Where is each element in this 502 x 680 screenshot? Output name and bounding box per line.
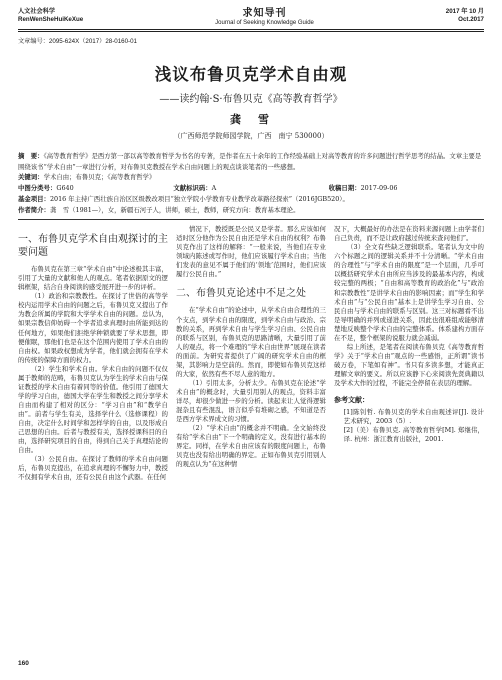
journal-name-english: Journal of Seeking Knowledge Guide	[215, 20, 314, 26]
keywords	[18, 172, 484, 183]
paragraph: （3）全文有些缺乏逻辑联系。笔者认为文中的六个标题之间的逻辑关系并不十分清晰。“学术自由的合理性”与“学术自由的限度”是一个层面，几乎可以概括研究学术自由所应当涉及的最基本内容，构成较完整的两极；“自由和高等教育的政治化”与“政治和宗教教性”是讲学术自由的影响因素；而“学生和学术自由”与“公民自由”基本上是讲学生学习自由、公民自由与学术自由的联系与区别。这三对标题看不出是导明确的并列或递进关系，因此也很难组成能够清楚地反映整个学术自由的完整体系。体系建构方面存在不足，整个框架的说服力就会减弱。	[334, 243, 484, 342]
article-number: 文章编号：2095-624X（2017）28-0160-01	[18, 37, 138, 45]
bio-label: 作者简介：	[18, 206, 50, 214]
reference-item: [2]（美）布鲁贝克. 高等教育哲学[M]. 郑继伟，译. 杭州：浙江教育出版社，2001.	[343, 426, 484, 444]
article-subtitle: ——读约翰·S·布鲁贝克《高等教育哲学》	[159, 93, 343, 105]
article-title: 浅议布鲁贝克学术自由观	[154, 65, 348, 84]
paragraph: 综上所述，是笔者在阅读布鲁贝克《高等教育哲学》关于“学术自由”观点的一些感悟，正所谓“读书破万卷，下笔如有神”。书只有多读多想，才能真正理解文章的要义。所以应该静下心来阅读先贤典籍以及学术大作的过程，不能完全停留在表层的理解。	[334, 342, 484, 387]
journal-name: 求知导刊	[242, 8, 287, 19]
section-heading-1: 一、布鲁贝克学术自由观探讨的主要问题	[18, 234, 168, 259]
column-1	[18, 225, 168, 482]
doc-code-value: A	[211, 183, 217, 192]
author-bio	[18, 205, 484, 216]
bio-text: 龚 雪（1981—），女，新疆石河子人，讲师，硕士，教师，研究方向：教育基本理论。	[49, 205, 300, 214]
section-heading-2: 二、布鲁贝克论述中不足之处	[176, 288, 306, 300]
column-2	[176, 225, 326, 482]
received-date: 2017-09-06	[360, 183, 398, 192]
paragraph: 况下，大概最好的办法是在资料来源问题上由学者们自己负责，而不是让政府越过传统来查问他们”。	[334, 225, 484, 243]
paragraph: 在“学术自由”的论述中，从学术自由合理性的三个支点，到学术自由的限度，到学术自由与政治、宗教的关系，再到学术自由与学生学习自由、公民自由的联系与区别，布鲁贝克的思路清晰，大量引用了前人的观点，将一个难理的“学术自由世界”展现在读者的面前。为研究者提供了广阔的研究学术自由的框架，其影响力是空前的。然而，即使如布鲁贝克这样的大家，依然有些不尽人意的地方。	[176, 306, 326, 378]
abstract	[18, 151, 484, 172]
body-columns	[18, 225, 484, 482]
references-heading: 参考文献：	[334, 397, 369, 405]
classification-row	[18, 183, 484, 194]
section-name: 人文社会科学	[18, 8, 56, 15]
page-number: 160	[18, 660, 29, 667]
reference-item: [1]陈钊哲. 布鲁贝克的学术自由观述评[J]. 设计艺术研究，2003（5）.	[343, 408, 484, 426]
paragraph: 情况下，教授既是公民又是学者。那么应该如何适时区分他作为公民自由还是学术自由的权利？布鲁贝克作出了这样的解释：“一般来说，当他们在专业领域内陈述或写作时，他们应该履行学术自由；当他们发表的意见不属于他们的‘领地’范围时，他们应该履行公民自由。”	[176, 225, 326, 279]
column-3	[334, 225, 484, 482]
paragraph: （3）公民自由。在探讨了教师的学术自由问题后，布鲁贝克提出，在追求真理的不懈努力中，教授不仅拥有学术自由，还有公民自由这个武器。在任何	[18, 455, 168, 482]
header-rule-thin	[18, 31, 484, 32]
abstract-text: 《高等教育哲学》是西方第一部以高等教育哲学为书名的专著，是作者在五十余年的工作经验基础上对高等教育的许多问题进行哲学思考的结晶。文章主要是围绕该书“学术自由”一章进行分析，对布鲁贝克教授在学术自由问题上的观点谈谈笔者的一些感想。	[18, 151, 482, 171]
paragraph: （1）引用太多，分析太少。布鲁贝克在论述“学术自由”的概念时，大量引用别人的观点，资料丰富详尽，却很少做进一步的分析。读起来让人觉得逻辑混杂且有些混乱，语言似乎有堆砌之感，不知道是否是西方学术界成文的习惯。	[176, 378, 326, 424]
received-label: 收稿日期：	[328, 184, 361, 192]
fund-text: 2016 年主持广西壮族自治区区级教改项目“独立学院小学教育专业教学改革路径探索”（2016JGB520）。	[49, 194, 349, 203]
issue-date: 2017 年 10 月	[445, 8, 484, 15]
header-separator	[18, 219, 484, 220]
header-center	[215, 8, 314, 27]
header-right	[446, 8, 484, 24]
abstract-label: 摘 要：	[18, 152, 44, 160]
running-header	[18, 8, 484, 27]
section-name-pinyin: RenWenSheHuiKeXue	[18, 16, 84, 23]
paragraph: （2）“学术自由”的概念并不明确。全文始终没有给“学术自由”下一个明确的定义，没有进行基本的界定。同样，在学术自由应该有的限度问题上，布鲁贝克也没有给出明确的界定。正如布鲁贝克引用别人的观点认为“在这种情	[176, 424, 326, 469]
paragraph: 布鲁贝克在第三章“学术自由”中论述极其丰富，引用了大量的文献和他人的观点。笔者依据原文的逻辑框架，结合自身阅读的感受展开进一步的评析。	[18, 265, 168, 292]
header-left	[18, 8, 83, 24]
doc-code-label: 文献标识码：	[173, 184, 212, 192]
author-affiliation: （广西师范学院师园学院，广西 南宁 530000）	[173, 131, 329, 140]
fund-info	[18, 194, 484, 205]
clc-label: 中图分类号：	[18, 184, 57, 192]
clc-value: G640	[56, 183, 74, 192]
fund-label: 基金项目：	[18, 195, 50, 203]
issue-date-english: Oct.2017	[458, 16, 484, 23]
author-name: 龚 雪	[230, 112, 272, 126]
paragraph: （2）学生和学术自由。学术自由的问题不仅仅属于教师的范畴，布鲁贝克认为学生的学术自由与保证教授的学术自由有着同等的价值。他引用了德国大学的学习自由，德国大学在学生和教授之间分享学术自由而构建了相对的区分：“学习自由”和“教学自由”。前者与学生有关，选择学什么（选修课程）的自由，决定什么时间学和怎样学的自由，以及形成自己思想的自由。后者与教授有关，选择授课科目的自由，选择研究项目的自由，得到自己关于真理结论的自由。	[18, 364, 168, 455]
keywords-label: 关键词：	[18, 173, 44, 181]
keywords-text: 学术自由；布鲁贝克；《高等教育哲学》	[43, 172, 156, 181]
header-rule	[18, 29, 484, 30]
paragraph: （1）政治和宗教教性。在探讨了世俗的高等学校内运用学术自由的问题之后，布鲁贝克又提出了作为教会所属的学院和大学学术自由的问题。总认为，如果宗教信仰妨碍一个学者追求真理时由所能到达的任何地方，如果他们拒绝学种锁就要了学术思想，即便催眠，那他们也是在这个范围内使用了学术自由的自由权。如果政权想成为学者，他们就会拥有在学术的传统的保障方面的权力。	[18, 292, 168, 364]
